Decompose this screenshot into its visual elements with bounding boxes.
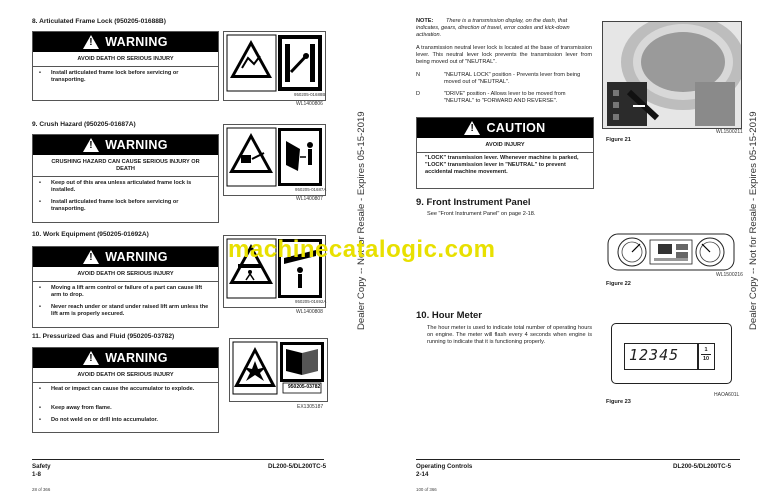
box-subtitle: CRUSHING HAZARD CAN CAUSE SERIOUS INJURY OR DEATH	[51, 159, 200, 173]
front-instrument-panel-text: See "Front Instrument Panel" on page 2-18.	[427, 211, 536, 217]
figure-22-image	[602, 230, 740, 274]
section-8-title: 8. Articulated Frame Lock (950205-01688B)	[32, 18, 166, 25]
figure-label: WL1400808	[296, 309, 323, 315]
divider	[33, 66, 218, 67]
caution-box	[416, 117, 594, 189]
warning-triangle-icon	[83, 351, 99, 365]
note-text: There is a transmission display, on the dash, that indicates, gears, direction of travel, error codes and kick-down activation.	[416, 18, 570, 39]
hour-meter-tenths: 1 10	[697, 343, 715, 370]
bullet-item: • Never reach under or stand under raised lift arm unless the lift arm is properly secured.	[39, 304, 209, 318]
bullet-item: • Keep out of this area unless articulated frame lock is installed.	[39, 180, 192, 194]
divider	[417, 152, 593, 153]
warning-triangle-icon	[83, 35, 99, 49]
note-label: NOTE:	[416, 18, 434, 24]
warning-banner	[33, 135, 218, 155]
section-10-title: 10. Work Equipment (950205-01692A)	[32, 231, 149, 238]
figure-caption: Figure 23	[606, 399, 631, 405]
caution-text: "LOCK" transmission lever. Whenever machine is parked, "LOCK" transmission lever in "NEUTRAL" to prevent accidental machine movement.	[425, 155, 579, 176]
warning-triangle-icon	[464, 121, 480, 135]
footer-page-number: 2-14	[416, 471, 429, 478]
figure-21-photo	[602, 21, 742, 129]
bullet-item: • Install articulated frame lock before servicing or transporting.	[39, 199, 179, 213]
decal-code: 950205-01687A	[295, 187, 327, 192]
caution-banner	[417, 118, 593, 138]
hour-meter-display	[624, 343, 699, 370]
figure-label: EX1305187	[297, 404, 324, 410]
warning-triangle-icon	[83, 138, 99, 152]
decal-code: 950205-03782	[288, 384, 321, 390]
bullet-item: • Heat or impact can cause the accumulator to explode.	[39, 386, 195, 392]
divider	[33, 281, 218, 282]
decal-8-image	[223, 31, 326, 101]
section-9-title: 9. Crush Hazard (950205-01687A)	[32, 121, 136, 128]
bullet-item: • Keep away from flame.	[39, 405, 112, 411]
d-position-item: D "DRIVE" position - Allows lever to be moved from "NEUTRAL" to "FORWARD AND REVERSE".	[416, 91, 566, 105]
figure-caption: Figure 22	[606, 281, 631, 287]
banner-label: WARNING	[105, 35, 168, 49]
warning-box-11	[32, 347, 219, 433]
decal-11-image	[229, 338, 328, 402]
section-11-title: 11. Pressurized Gas and Fluid (950205-03782)	[32, 333, 175, 340]
footer-section: Operating Controls	[416, 463, 473, 470]
banner-label: WARNING	[105, 138, 168, 152]
decal-code: 950205-01688B	[294, 92, 326, 97]
footer-model: DL200-5/DL200TC-5	[673, 463, 732, 470]
dealer-copy-side-text: Dealer Copy -- Not for Resale - Expires 05-15-2019	[356, 111, 367, 330]
figure-caption: Figure 21	[606, 137, 631, 143]
pressurized-gas-decal-icon	[230, 339, 327, 401]
warning-box-9	[32, 134, 219, 223]
footer-section: Safety	[32, 463, 51, 470]
decal-9-image	[223, 124, 326, 196]
footer-page-number: 1-8	[32, 471, 41, 478]
box-subtitle: AVOID DEATH OR SERIOUS INJURY	[77, 372, 174, 378]
footer-model: DL200-5/DL200TC-5	[268, 463, 327, 470]
figure-23-image	[611, 323, 732, 384]
warning-banner	[33, 348, 218, 368]
hour-meter-digits: 12345	[629, 346, 680, 364]
transmission-lever-photo	[603, 22, 741, 128]
warning-box-8	[32, 31, 219, 101]
warning-banner	[33, 247, 218, 267]
dealer-copy-side-text: Dealer Copy -- Not for Resale - Expires 05-15-2019	[748, 111, 759, 330]
figure-label: WL1500216	[716, 272, 743, 278]
figure-label: WL1500211	[716, 129, 743, 135]
box-subtitle: AVOID DEATH OR SERIOUS INJURY	[77, 56, 174, 62]
page-of-count: 100 of 366	[416, 487, 437, 492]
neutral-lock-paragraph: A transmission neutral lever lock is located at the base of transmission lever. This neutral lever lock prevents the transmission lever from being moved out of "NEUTRAL".	[416, 45, 592, 66]
divider	[33, 176, 218, 177]
hour-meter-text: The hour meter is used to indicate total number of operating hours on engine. The meter will flash every 4 seconds when engine is running to indicate that it is functioning properly.	[427, 325, 592, 346]
instrument-panel-diagram	[602, 230, 740, 274]
n-position-item: N "NEUTRAL LOCK" position - Prevents lever from being moved out of "NEUTRAL".	[416, 72, 581, 86]
decal-code: 950205-01692A	[295, 299, 327, 304]
warning-triangle-icon	[83, 250, 99, 264]
warning-banner	[33, 32, 218, 52]
box-subtitle: AVOID DEATH OR SERIOUS INJURY	[77, 271, 174, 277]
warning-box-10	[32, 246, 219, 328]
bullet-item: • Install articulated frame lock before servicing or transporting.	[39, 70, 179, 84]
banner-label: WARNING	[105, 250, 168, 264]
banner-label: CAUTION	[486, 121, 546, 135]
bullet-item: • Do not weld on or drill into accumulator.	[39, 417, 158, 423]
footer-rule	[32, 459, 324, 460]
footer-rule	[416, 459, 740, 460]
banner-label: WARNING	[105, 351, 168, 365]
crush-hazard-decal-icon	[224, 125, 325, 195]
page-of-count: 28 of 366	[32, 487, 51, 492]
bullet-item: • Moving a lift arm control or failure of a part can cause lift arm to drop.	[39, 285, 203, 299]
note-block	[416, 18, 592, 40]
figure-label: WL1400807	[296, 196, 323, 202]
figure-label: WL1400806	[296, 101, 323, 107]
frame-lock-decal-icon	[224, 32, 325, 100]
watermark-text: machinecatalogic.com	[228, 236, 496, 263]
hour-meter-heading: 10. Hour Meter	[416, 310, 482, 321]
box-subtitle: AVOID INJURY	[485, 142, 525, 148]
figure-label: HAOA601L	[714, 392, 740, 398]
front-instrument-panel-heading: 9. Front Instrument Panel	[416, 197, 531, 208]
divider	[33, 382, 218, 383]
